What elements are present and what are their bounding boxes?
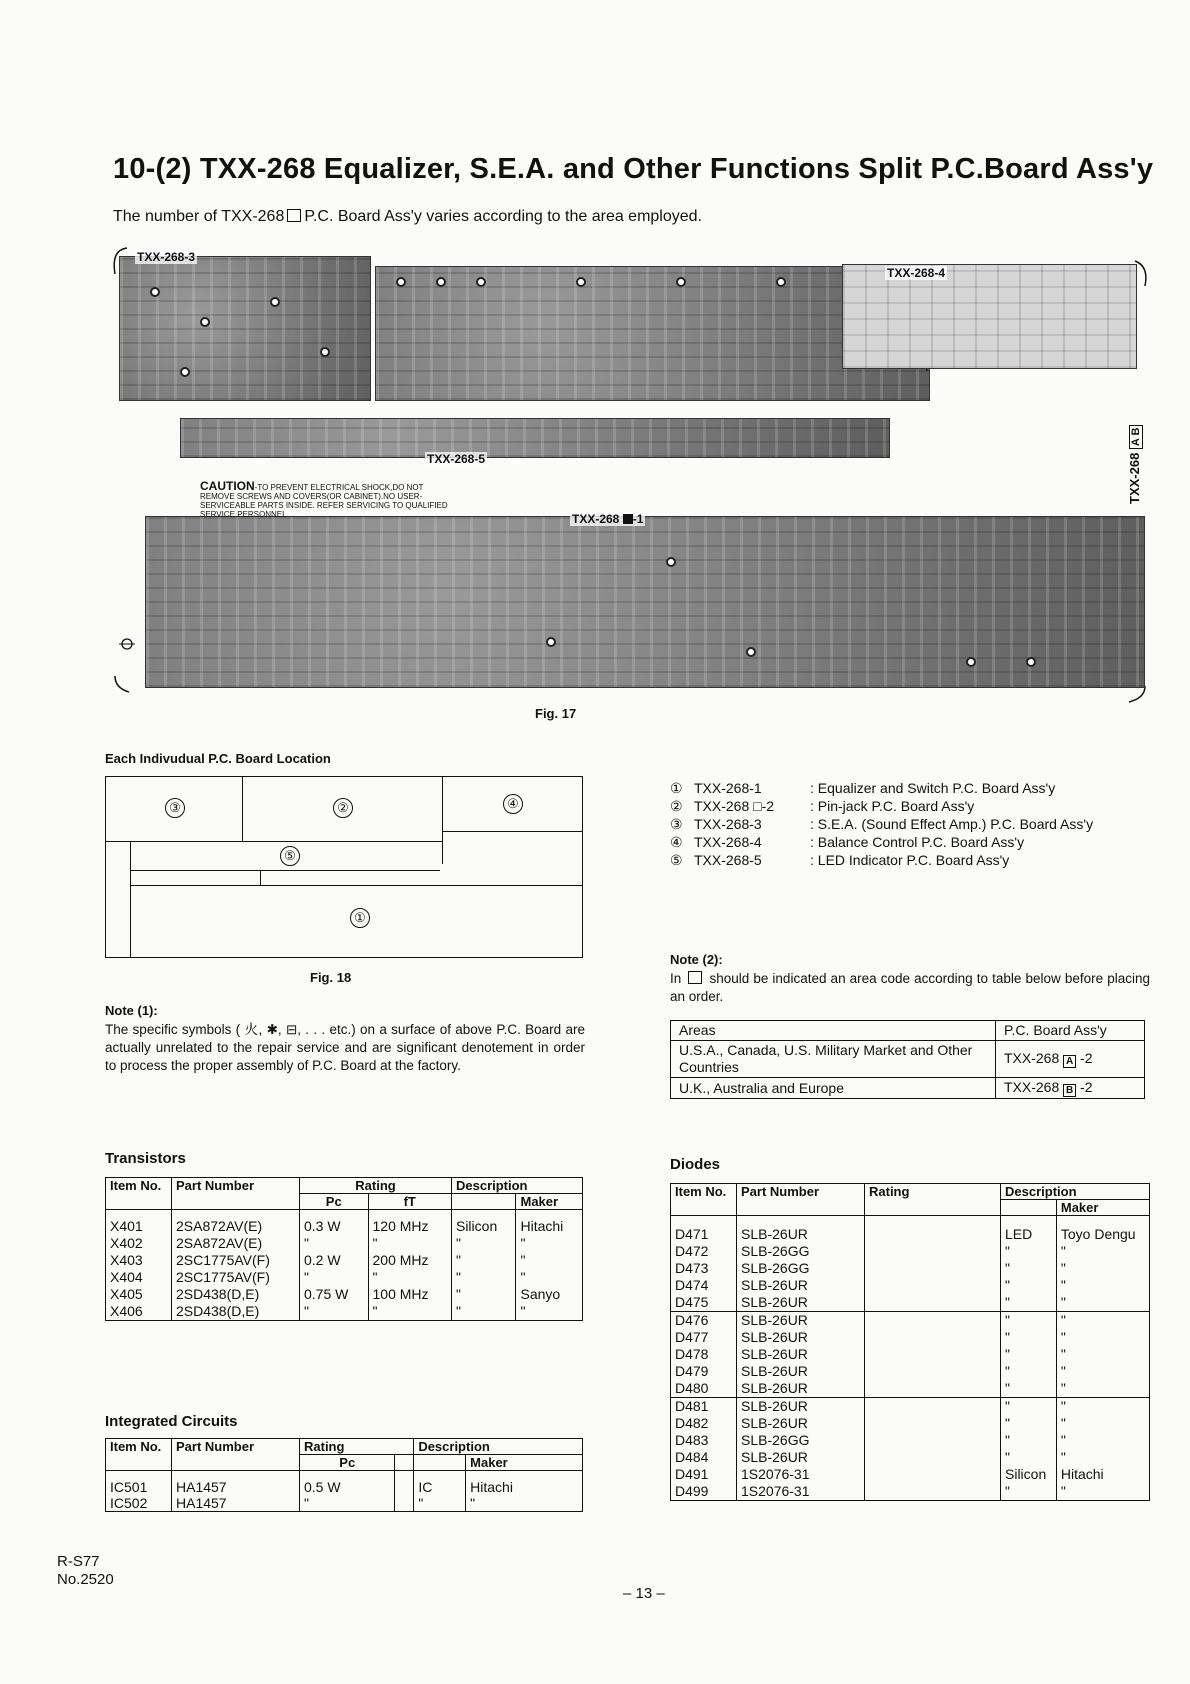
- table-cell: [865, 1466, 1001, 1483]
- table-cell: ": [451, 1303, 516, 1321]
- board-location-diagram: [105, 776, 585, 958]
- table-cell: 0.5 W: [300, 1471, 395, 1496]
- table-cell: IC501: [106, 1471, 172, 1496]
- table-cell: [865, 1432, 1001, 1449]
- note2-title: Note (2):: [670, 952, 723, 967]
- table-cell: [865, 1277, 1001, 1294]
- table-cell: [865, 1329, 1001, 1346]
- table-cell: D477: [671, 1329, 737, 1346]
- table-row: [106, 1252, 583, 1269]
- fig18-caption: Fig. 18: [310, 970, 352, 985]
- table-cell: 200 MHz: [368, 1252, 451, 1269]
- table-row: [106, 1269, 583, 1286]
- table-cell: Hitachi: [516, 1210, 583, 1236]
- table-cell: [865, 1415, 1001, 1432]
- page-title: 10-(2) TXX-268 Equalizer, S.E.A. and Other Functions Split P.C.Board Ass'y: [113, 153, 1154, 185]
- subtitle-after: P.C. Board Ass'y varies according to the area employed.: [304, 208, 702, 225]
- table-cell: ": [368, 1303, 451, 1321]
- table-row: [106, 1210, 583, 1236]
- table-cell: 2SC1775AV(F): [172, 1269, 300, 1286]
- table-cell: [865, 1398, 1001, 1416]
- table-cell: Hitachi: [466, 1471, 583, 1496]
- table-cell: SLB-26UR: [737, 1329, 865, 1346]
- table-cell: D475: [671, 1294, 737, 1312]
- table-row: [671, 1449, 1150, 1466]
- side-board-label: [1127, 425, 1142, 504]
- board-4-label: TXX-268-4: [887, 266, 946, 280]
- table-row: [106, 1235, 583, 1252]
- board-1-suffix: -1: [632, 512, 644, 526]
- table-cell: [865, 1216, 1001, 1244]
- table-cell: ": [300, 1235, 369, 1252]
- location-cell-2: ②: [333, 798, 353, 818]
- table-cell: [865, 1312, 1001, 1330]
- area-cell: U.K., Australia and Europe: [671, 1078, 996, 1099]
- table-cell: X402: [106, 1235, 172, 1252]
- side-board-codes: A B: [1129, 425, 1143, 450]
- table-cell: SLB-26GG: [737, 1432, 865, 1449]
- areas-header: Areas: [671, 1021, 996, 1041]
- table-cell: D499: [671, 1483, 737, 1501]
- caution-text: -TO PREVENT ELECTRICAL SHOCK,DO NOT REMOVE SCREWS AND COVERS(OR CABINET).NO USER-SERVICEABLE PARTS INSIDE. REFER SERVICING TO QUALIFIED SERVICE PERSONNEL.: [200, 483, 448, 519]
- table-cell: ": [1056, 1415, 1149, 1432]
- table-cell: 0.2 W: [300, 1252, 369, 1269]
- table-cell: [865, 1346, 1001, 1363]
- table-cell: SLB-26UR: [737, 1216, 865, 1244]
- table-row: [671, 1294, 1150, 1312]
- board-1-label: [570, 512, 645, 526]
- table-row: [671, 1398, 1150, 1416]
- board-legend: [670, 779, 1093, 869]
- table-cell: ": [1056, 1380, 1149, 1398]
- table-cell: D491: [671, 1466, 737, 1483]
- table-cell: ": [516, 1235, 583, 1252]
- table-cell: IC: [414, 1471, 466, 1496]
- table-cell: SLB-26UR: [737, 1346, 865, 1363]
- board-cell: TXX-268 B -2: [996, 1078, 1145, 1099]
- table-cell: ": [1056, 1277, 1149, 1294]
- table-cell: ": [451, 1252, 516, 1269]
- table-cell: D471: [671, 1216, 737, 1244]
- transistors-title: Transistors: [105, 1150, 186, 1167]
- table-cell: ": [1056, 1312, 1149, 1330]
- table-row: [106, 1303, 583, 1321]
- table-cell: 0.75 W: [300, 1286, 369, 1303]
- board-1-name: TXX-268: [572, 512, 620, 526]
- board-cell: TXX-268 A -2: [996, 1041, 1145, 1078]
- table-cell: ": [1001, 1483, 1057, 1501]
- table-row: [106, 1471, 583, 1496]
- table-cell: ": [300, 1495, 395, 1512]
- table-cell: [865, 1294, 1001, 1312]
- area-code-filled-box-icon: [623, 514, 633, 524]
- table-row: [671, 1363, 1150, 1380]
- area-code-box-icon: [688, 971, 702, 984]
- table-cell: Silicon: [451, 1210, 516, 1236]
- ics-title: Integrated Circuits: [105, 1413, 238, 1430]
- table-cell: ": [466, 1495, 583, 1512]
- table-cell: 1S2076-31: [737, 1466, 865, 1483]
- table-cell: ": [1056, 1243, 1149, 1260]
- table-cell: ": [1001, 1260, 1057, 1277]
- table-row: [671, 1483, 1150, 1501]
- table-row: [671, 1415, 1150, 1432]
- table-cell: SLB-26UR: [737, 1380, 865, 1398]
- table-cell: ": [1001, 1449, 1057, 1466]
- table-cell: ": [368, 1235, 451, 1252]
- table-cell: D472: [671, 1243, 737, 1260]
- table-cell: ": [1056, 1260, 1149, 1277]
- table-cell: D483: [671, 1432, 737, 1449]
- note2-text: In should be indicated an area code according to table below before placing an order.: [670, 971, 1150, 1004]
- table-cell: 0.3 W: [300, 1210, 369, 1236]
- table-cell: [865, 1449, 1001, 1466]
- transistors-body: [106, 1210, 583, 1321]
- table-cell: [395, 1471, 414, 1496]
- table-cell: [865, 1243, 1001, 1260]
- table-cell: SLB-26GG: [737, 1243, 865, 1260]
- table-cell: SLB-26GG: [737, 1260, 865, 1277]
- table-cell: X404: [106, 1269, 172, 1286]
- table-cell: [865, 1260, 1001, 1277]
- table-cell: ": [368, 1269, 451, 1286]
- table-cell: 2SD438(D,E): [172, 1303, 300, 1321]
- table-cell: D479: [671, 1363, 737, 1380]
- table-cell: ": [1001, 1432, 1057, 1449]
- table-row: [671, 1432, 1150, 1449]
- table-cell: ": [414, 1495, 466, 1512]
- location-cell-5: ⑤: [280, 846, 300, 866]
- note1-text: The specific symbols ( ⽕, ✱, ⊟, . . . etc.) on a surface of above P.C. Board are actually unrelated to the repair service and are significant denotement in order to process the proper assembly of P.C. Board at the factory.: [105, 1022, 585, 1073]
- table-cell: 2SD438(D,E): [172, 1286, 300, 1303]
- table-cell: ": [451, 1286, 516, 1303]
- area-code-box-icon: [287, 209, 301, 222]
- table-cell: 2SA872AV(E): [172, 1235, 300, 1252]
- legend-row: ③ TXX-268-3 : S.E.A. (Sound Effect Amp.) P.C. Board Ass'y: [670, 816, 1094, 832]
- table-cell: SLB-26UR: [737, 1415, 865, 1432]
- location-cell-4: ④: [503, 794, 523, 814]
- ics-body: [106, 1471, 583, 1512]
- table-cell: SLB-26UR: [737, 1294, 865, 1312]
- table-cell: 100 MHz: [368, 1286, 451, 1303]
- legend-row: ① TXX-268-1 : Equalizer and Switch P.C. Board Ass'y: [670, 780, 1056, 796]
- table-cell: ": [300, 1303, 369, 1321]
- table-cell: 120 MHz: [368, 1210, 451, 1236]
- table-row: [671, 1380, 1150, 1398]
- table-cell: ": [1001, 1312, 1057, 1330]
- table-cell: ": [1001, 1415, 1057, 1432]
- table-cell: X405: [106, 1286, 172, 1303]
- pcb-board-5: [180, 418, 890, 458]
- table-cell: D473: [671, 1260, 737, 1277]
- table-cell: D476: [671, 1312, 737, 1330]
- table-cell: D474: [671, 1277, 737, 1294]
- diodes-body: [671, 1216, 1150, 1501]
- table-cell: X401: [106, 1210, 172, 1236]
- table-cell: D478: [671, 1346, 737, 1363]
- table-cell: ": [1056, 1346, 1149, 1363]
- table-cell: LED: [1001, 1216, 1057, 1244]
- table-cell: ": [1056, 1432, 1149, 1449]
- table-cell: ": [1001, 1329, 1057, 1346]
- table-cell: [395, 1495, 414, 1512]
- table-cell: ": [1056, 1449, 1149, 1466]
- table-cell: ": [1001, 1380, 1057, 1398]
- legend-row: ⑤ TXX-268-5 : LED Indicator P.C. Board Ass'y: [670, 852, 1010, 868]
- table-cell: Silicon: [1001, 1466, 1057, 1483]
- table-cell: ": [1056, 1329, 1149, 1346]
- legend-row: ④ TXX-268-4 : Balance Control P.C. Board Ass'y: [670, 834, 1025, 850]
- table-row: [106, 1495, 583, 1512]
- table-cell: D480: [671, 1380, 737, 1398]
- table-cell: ": [1001, 1398, 1057, 1416]
- table-cell: X403: [106, 1252, 172, 1269]
- table-cell: Toyo Dengu: [1056, 1216, 1149, 1244]
- table-cell: [865, 1363, 1001, 1380]
- table-cell: X406: [106, 1303, 172, 1321]
- table-cell: ": [1001, 1243, 1057, 1260]
- table-cell: ": [1056, 1294, 1149, 1312]
- table-row: [671, 1260, 1150, 1277]
- table-cell: D482: [671, 1415, 737, 1432]
- table-cell: ": [1001, 1294, 1057, 1312]
- table-row: [671, 1216, 1150, 1244]
- footer-model: R-S77 No.2520: [57, 1553, 114, 1588]
- table-cell: Hitachi: [1056, 1466, 1149, 1483]
- pcb-board-3: [119, 256, 371, 401]
- table-row: [671, 1329, 1150, 1346]
- table-row: [671, 1277, 1150, 1294]
- board-5-label: TXX-268-5: [427, 452, 486, 466]
- table-row: [106, 1286, 583, 1303]
- table-cell: SLB-26UR: [737, 1398, 865, 1416]
- table-cell: ": [516, 1303, 583, 1321]
- table-cell: Sanyo: [516, 1286, 583, 1303]
- table-row: [671, 1466, 1150, 1483]
- pcb-board-1: [145, 516, 1145, 688]
- legend-row: ② TXX-268 □-2 : Pin-jack P.C. Board Ass'y: [670, 798, 975, 814]
- caution-heading: CAUTION: [200, 479, 255, 493]
- table-row: [671, 1346, 1150, 1363]
- location-cell-3: ③: [165, 798, 185, 818]
- table-cell: SLB-26UR: [737, 1449, 865, 1466]
- table-cell: ": [1001, 1346, 1057, 1363]
- location-cell-1: ①: [350, 908, 370, 928]
- table-cell: 2SC1775AV(F): [172, 1252, 300, 1269]
- table-cell: ": [1001, 1363, 1057, 1380]
- ics-table: Item No. Part Number Rating Description Pc Maker IC501 HA1457 0.5 W IC Hitachi IC502 HA1457 " " ": [105, 1438, 583, 1512]
- table-cell: [865, 1483, 1001, 1501]
- table-cell: SLB-26UR: [737, 1363, 865, 1380]
- page-subtitle: [113, 208, 702, 226]
- areas-table: [670, 1020, 1145, 1099]
- table-cell: IC502: [106, 1495, 172, 1512]
- table-cell: 1S2076-31: [737, 1483, 865, 1501]
- diodes-table: Item No. Part Number Rating Description Maker D471 SLB-26UR LED Toyo Dengu D472 SLB-26GG " " D473 SLB-26GG " " D474 SLB-26UR " " D475 SLB-26UR " " D476 SLB-26UR " " D477 SLB-26UR " " D478 SLB-26UR " " D479 SLB-26UR " " D480 SLB-26UR " " D481 SLB-26UR " " D482 SLB-26UR " " D483 SLB-26GG " " D484 SLB-26UR " " D491 1S2076-31 Silicon Hitachi D499 1S2076-31 " ": [670, 1183, 1150, 1501]
- table-cell: ": [1001, 1277, 1057, 1294]
- table-row: [671, 1243, 1150, 1260]
- transistors-table: Item No. Part Number Rating Description Pc fT Maker X401 2SA872AV(E) 0.3 W 120 MHz Silicon Hitachi X402 2SA872AV(E) " " " " X403 2SC1775AV(F) 0.2 W 200 MHz " " X404 2SC1775AV(F) " " " " X405 2SD438(D,E) 0.75 W 100 MHz " Sanyo X406 2SD438(D,E) " " " ": [105, 1177, 583, 1321]
- diodes-title: Diodes: [670, 1156, 721, 1173]
- table-cell: ": [300, 1269, 369, 1286]
- table-cell: ": [1056, 1483, 1149, 1501]
- table-row: [671, 1312, 1150, 1330]
- board-3-label: TXX-268-3: [137, 250, 196, 264]
- caution-notice: [200, 479, 450, 519]
- table-cell: D481: [671, 1398, 737, 1416]
- table-cell: SLB-26UR: [737, 1312, 865, 1330]
- location-title: Each Indivudual P.C. Board Location: [105, 751, 331, 766]
- table-cell: ": [451, 1269, 516, 1286]
- table-cell: ": [1056, 1363, 1149, 1380]
- table-cell: HA1457: [172, 1471, 300, 1496]
- page-number: – 13 –: [623, 1585, 665, 1602]
- area-cell: U.S.A., Canada, U.S. Military Market and Other Countries: [671, 1041, 996, 1078]
- fig17-caption: Fig. 17: [535, 706, 577, 721]
- subtitle-before: The number of TXX-268: [113, 208, 285, 225]
- table-cell: HA1457: [172, 1495, 300, 1512]
- table-cell: 2SA872AV(E): [172, 1210, 300, 1236]
- board-header: P.C. Board Ass'y: [996, 1021, 1145, 1041]
- side-board-name: TXX-268: [1127, 452, 1142, 504]
- table-cell: D484: [671, 1449, 737, 1466]
- pcb-illustration: [105, 246, 1150, 716]
- note1-title: Note (1):: [105, 1003, 158, 1018]
- table-cell: ": [1056, 1398, 1149, 1416]
- table-cell: SLB-26UR: [737, 1277, 865, 1294]
- table-cell: ": [451, 1235, 516, 1252]
- table-cell: ": [516, 1269, 583, 1286]
- table-cell: [865, 1380, 1001, 1398]
- table-cell: ": [516, 1252, 583, 1269]
